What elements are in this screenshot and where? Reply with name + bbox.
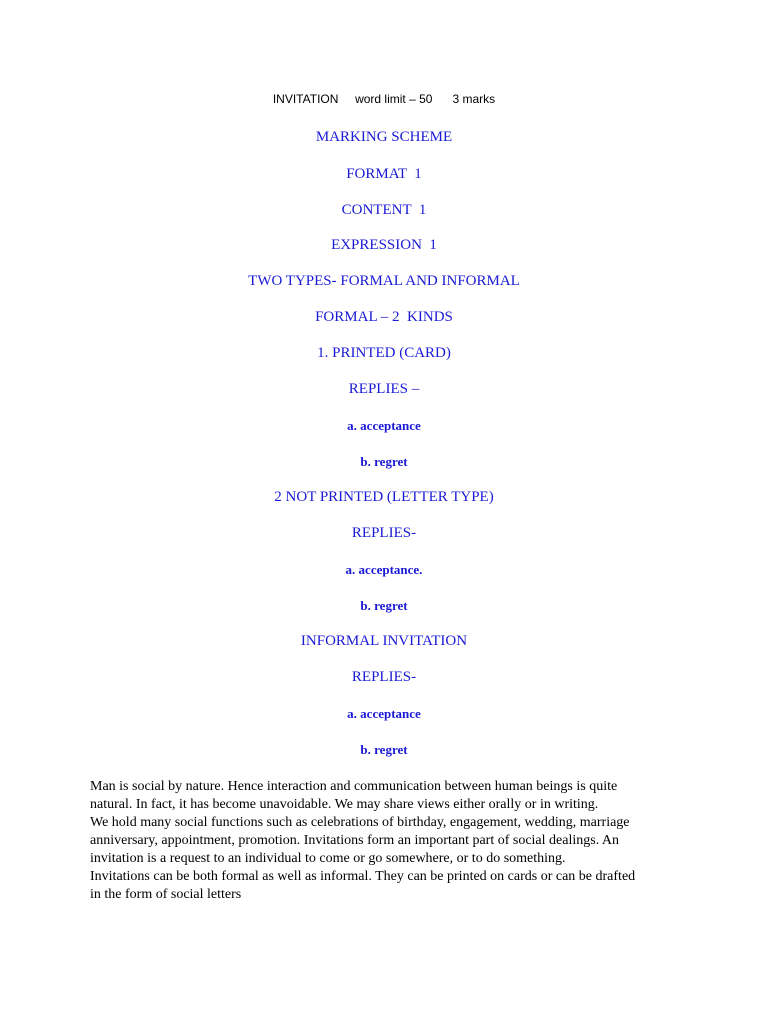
scheme-printed-card: 1. PRINTED (CARD) [317, 345, 451, 361]
scheme-regret-3: b. regret [360, 742, 408, 757]
scheme-format: FORMAT 1 [346, 166, 422, 182]
paragraph-line: invitation is a request to an individual to come or go somewhere, or to do something. [90, 851, 566, 866]
scheme-replies-1: REPLIES – [348, 381, 420, 397]
paragraph-line: anniversary, appointment, promotion. Invitations form an important part of social dealings. An [90, 833, 620, 848]
scheme-replies-3: REPLIES- [351, 669, 417, 685]
header-word-limit: word limit – 50 [355, 92, 433, 106]
scheme-formal-kinds: FORMAL – 2 KINDS [315, 309, 453, 325]
header-marks: 3 marks [452, 92, 496, 106]
scheme-heading: MARKING SCHEME [315, 129, 453, 145]
scheme-regret-2: b. regret [360, 598, 408, 613]
scheme-not-printed: 2 NOT PRINTED (LETTER TYPE) [274, 489, 494, 505]
scheme-content: CONTENT 1 [341, 202, 427, 218]
paragraph-line: We hold many social functions such as celebrations of birthday, engagement, wedding, marriage [90, 815, 630, 830]
header-line [0, 92, 768, 106]
paragraph-line: natural. In fact, it has become unavoidable. We may share views either orally or in writing. [90, 797, 599, 812]
scheme-expression: EXPRESSION 1 [331, 237, 437, 253]
scheme-acceptance-2: a. acceptance. [345, 562, 423, 577]
scheme-regret-1: b. regret [360, 454, 408, 469]
intro-paragraph [90, 778, 690, 904]
paragraph-line: in the form of social letters [90, 887, 242, 902]
scheme-replies-2: REPLIES- [351, 525, 417, 541]
scheme-two-types: TWO TYPES- FORMAL AND INFORMAL [248, 273, 520, 289]
header-title: INVITATION [272, 92, 339, 106]
scheme-acceptance-3: a. acceptance [347, 706, 421, 721]
paragraph-line: Man is social by nature. Hence interaction and communication between human beings is quite [90, 779, 618, 794]
scheme-acceptance-1: a. acceptance [347, 418, 421, 433]
paragraph-line: Invitations can be both formal as well as informal. They can be printed on cards or can be drafted [90, 869, 636, 884]
scheme-informal: INFORMAL INVITATION [300, 633, 468, 649]
